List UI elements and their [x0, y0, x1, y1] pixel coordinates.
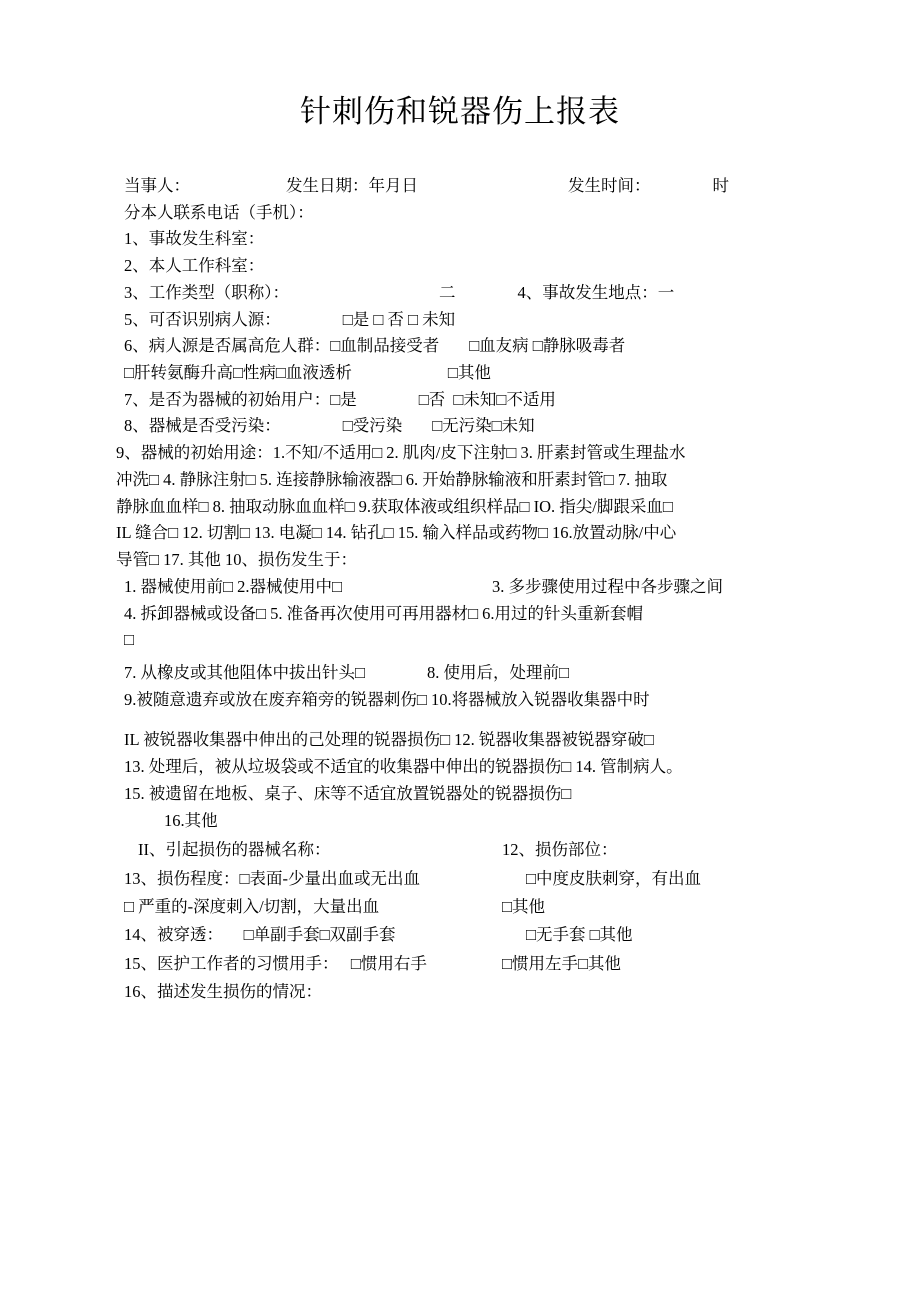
item-6-options-b[interactable]: □血友病 □静脉吸毒者	[469, 336, 626, 356]
item-7-options-a[interactable]: □是	[330, 389, 357, 409]
item-10-line-7[interactable]: 13. 处理后，被从垃圾袋或不适宜的收集器中伸出的锐器损伤□ 14. 管制病人。	[124, 757, 683, 777]
item-12-option-moderate[interactable]: □中度皮肤刺穿，有出血	[526, 868, 701, 888]
item-9-line-1: 9、器械的初始用途：1.不知/不适用□ 2. 肌肉/皮下注射□ 3. 肝素封管或生理盐水	[116, 443, 686, 463]
item-7-number: 7、	[124, 389, 149, 409]
item-7-options-b[interactable]: □否 □未知□不适用	[418, 389, 556, 409]
item-12-option-other[interactable]: □其他	[502, 897, 545, 916]
item-2	[124, 253, 862, 280]
item-2-label: 本人工作科室：	[148, 256, 265, 276]
item-8-options-a[interactable]: □受污染	[342, 416, 403, 436]
item-5-number: 5、	[124, 309, 149, 329]
item-12-injury-site: 12、损伤部位：	[502, 840, 618, 860]
item-6-line2	[124, 360, 862, 387]
item-9-line-4: IL 缝合□ 12. 切割□ 13. 电凝□ 14. 钻孔□ 15. 输入样品或药物□ 16.放置动脉/中心	[116, 523, 677, 543]
phone-row	[124, 200, 862, 227]
item-10-line-6[interactable]: IL 被锐器收集器中伸出的己处理的锐器损伤□ 12. 锐器收集器被锐器穿破□	[124, 730, 654, 750]
item-10-line-8[interactable]: 15. 被遗留在地板、桌子、床等不适宜放置锐器处的锐器损伤□	[124, 783, 572, 803]
item-8	[124, 413, 862, 440]
item-6-options-a[interactable]: □血制品接受者	[330, 336, 440, 356]
item-1	[124, 226, 862, 253]
item-6-number: 6、	[124, 336, 149, 356]
header-row-party	[124, 173, 862, 200]
item-3	[124, 280, 862, 307]
item-2-number: 2、	[124, 256, 149, 276]
page-title: 针刺伤和锐器伤上报表	[300, 94, 620, 129]
item-9-line-5: 导管□ 17. 其他 10、损伤发生于：	[116, 550, 357, 570]
item-3-label: 工作类型（职称）：	[148, 282, 289, 302]
item-5	[124, 307, 862, 334]
item-6-options-c[interactable]: □肝转氨酶升高□性病□血液透析	[124, 363, 352, 383]
item-11-device-name: II、引起损伤的器械名称：	[138, 840, 331, 860]
item-15-option-left-hand[interactable]: □惯用左手□其他	[502, 953, 621, 973]
bottom-right-column	[494, 836, 862, 1006]
item-8-number: 8、	[124, 416, 149, 436]
bottom-section	[124, 836, 862, 1006]
bottom-left-column	[124, 836, 494, 1006]
item-4-number: 4、	[517, 282, 543, 302]
item-13-severity[interactable]: 13、损伤程度：□表面-少量出血或无出血	[124, 868, 420, 888]
item-8-options-b[interactable]: □无污染□未知	[432, 416, 535, 436]
item-10-opt-7[interactable]: 7. 从橡皮或其他阻体中拔出针头□	[124, 662, 365, 682]
item-16-description: 16、描述发生损伤的情况：	[124, 982, 322, 1002]
item-5-options[interactable]: □是 □ 否 □ 未知	[342, 309, 456, 329]
item-9-line-2: 冲洗□ 4. 静脉注射□ 5. 连接静脉输液器□ 6. 开始静脉输液和肝素封管□ 7. 抽取	[116, 469, 668, 489]
date-label: 发生日期：年月日	[286, 176, 418, 195]
item-4-label: 事故发生地点：一	[542, 282, 675, 302]
item-14-penetration[interactable]: 14、被穿透： □单副手套□双副手套	[124, 925, 396, 945]
time-unit: 时	[712, 176, 729, 195]
item-7-label: 是否为器械的初始用户：	[148, 389, 331, 409]
form-body	[0, 173, 920, 1007]
item-10-line-5[interactable]: 9.被随意遗弃或放在废弃箱旁的锐器刺伤□ 10.将器械放入锐器收集器中时	[124, 689, 650, 709]
item-1-label: 事故发生科室：	[148, 229, 265, 249]
item-8-label: 器械是否受污染：	[148, 416, 281, 436]
party-label: 当事人：	[124, 176, 190, 195]
item-9-line-3: 静脉血血样□ 8. 抽取动脉血血样□ 9.获取体液或组织样品□ IO. 指尖/脚跟采血□	[116, 496, 673, 516]
item-6-options-d[interactable]: □其他	[447, 363, 491, 383]
item-5-label: 可否识别病人源：	[148, 309, 281, 329]
item-3-extra: 二	[439, 282, 456, 302]
item-10-line-9[interactable]: 16.其他	[164, 810, 218, 830]
item-10-line-2[interactable]: 4. 拆卸器械或设备□ 5. 准备再次使用可再用器材□ 6.用过的针头重新套帽	[124, 603, 644, 623]
phone-label: 分本人联系电话（手机）：	[124, 202, 314, 222]
item-1-number: 1、	[124, 229, 149, 249]
item-6-label: 病人源是否属高危人群：	[148, 336, 331, 356]
item-3-number: 3、	[124, 282, 149, 302]
item-15-handedness[interactable]: 15、医护工作者的习惯用手： □惯用右手	[124, 953, 427, 973]
time-label: 发生时间：	[568, 176, 651, 195]
item-6	[124, 333, 862, 360]
item-14-option-no-glove[interactable]: □无手套 □其他	[526, 925, 633, 945]
item-10-opt-3[interactable]: 3. 多步骤使用过程中各步骤之间	[491, 576, 723, 596]
item-10-line-3[interactable]: □	[124, 630, 134, 650]
item-10-opt-8[interactable]: 8. 使用后，处理前□	[426, 662, 569, 682]
item-10-line-1	[124, 574, 862, 601]
item-13-severity-2[interactable]: □ 严重的-深度刺入/切割，大量出血	[124, 897, 380, 916]
item-10-line-4	[124, 660, 862, 687]
item-7	[124, 387, 862, 414]
item-10-opt-1[interactable]: 1. 器械使用前□ 2.器械使用中□	[124, 576, 342, 596]
